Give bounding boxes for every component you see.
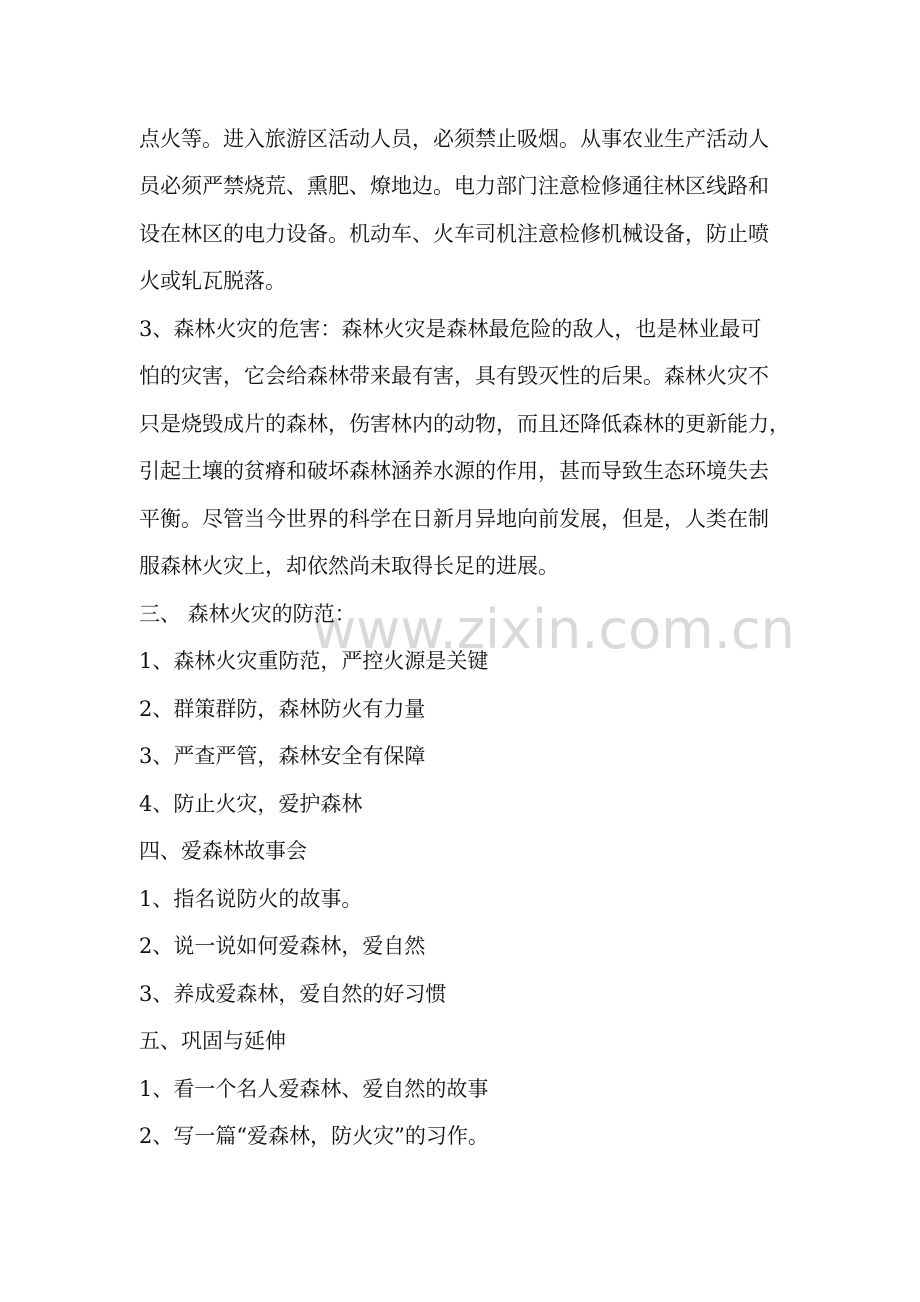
- section-3-item-4: 4、防止火灾，爱护森林: [139, 792, 363, 816]
- section-3-item-1: 1、森林火灾重防范，严控火源是关键: [139, 649, 489, 673]
- section-3-heading: 三、 森林火灾的防范：: [139, 602, 356, 626]
- paragraph-1-line-3: 设在林区的电力设备。机动车、火车司机注意检修机械设备，防止喷: [139, 222, 769, 246]
- paragraph-2-line-3: 只是烧毁成片的森林，伤害林内的动物，而且还降低森林的更新能力，: [139, 412, 790, 436]
- paragraph-2-line-1: 3、森林火灾的危害：森林火灾是森林最危险的敌人，也是林业最可: [139, 317, 762, 341]
- watermark-text: www.zixin.com.cn: [312, 598, 795, 661]
- paragraph-1-line-4: 火或轧瓦脱落。: [139, 269, 286, 293]
- section-3-item-3: 3、严查严管，森林安全有保障: [139, 744, 426, 768]
- section-5-item-2: 2、写一篇“爱森林，防火灾”的习作。: [139, 1124, 489, 1148]
- section-5-heading: 五、巩固与延伸: [139, 1029, 286, 1053]
- section-4-item-1: 1、指名说防火的故事。: [139, 887, 363, 911]
- section-5-item-1: 1、看一个名人爱森林、爱自然的故事: [139, 1077, 489, 1101]
- section-4-heading: 四、爱森林故事会: [139, 839, 307, 863]
- paragraph-2-line-4: 引起土壤的贫瘠和破坏森林涵养水源的作用，甚而导致生态环境失去: [139, 459, 769, 483]
- paragraph-2-line-6: 服森林火灾上，却依然尚未取得长足的进展。: [139, 554, 559, 578]
- section-4-item-3: 3、养成爱森林，爱自然的好习惯: [139, 982, 447, 1006]
- section-3-item-2: 2、群策群防，森林防火有力量: [139, 697, 426, 721]
- section-4-item-2: 2、说一说如何爱森林，爱自然: [139, 934, 426, 958]
- paragraph-1-line-2: 员必须严禁烧荒、熏肥、燎地边。电力部门注意检修通往林区线路和: [139, 174, 769, 198]
- paragraph-2-line-5: 平衡。尽管当今世界的科学在日新月异地向前发展，但是，人类在制: [139, 507, 769, 531]
- paragraph-2-line-2: 怕的灾害，它会给森林带来最有害，具有毁灭性的后果。森林火灾不: [139, 364, 769, 388]
- paragraph-1-line-1: 点火等。进入旅游区活动人员，必须禁止吸烟。从事农业生产活动人: [139, 127, 769, 151]
